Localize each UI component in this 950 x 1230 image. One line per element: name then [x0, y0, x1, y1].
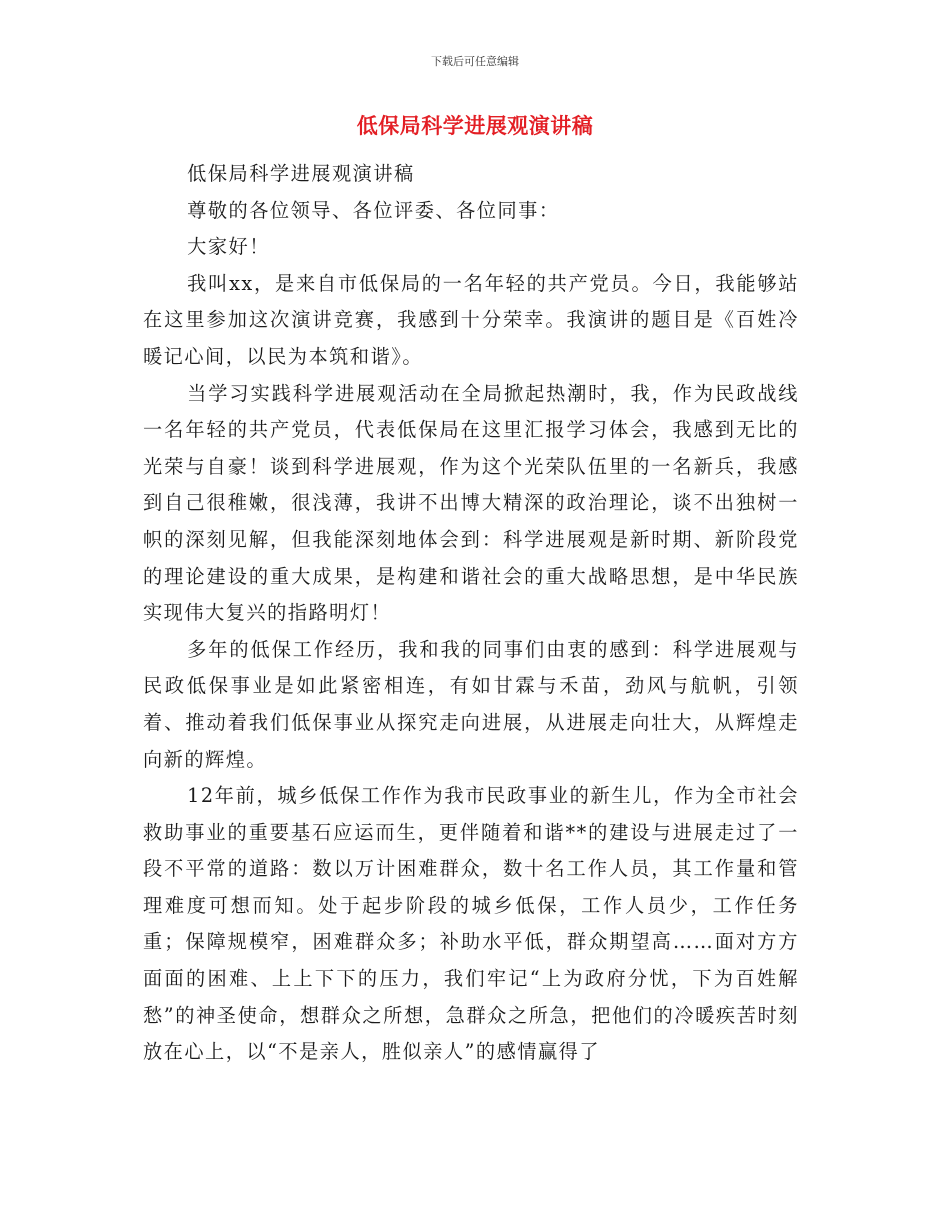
document-body — [143, 156, 799, 1071]
paragraph-salutation: 尊敬的各位领导、各位评委、各位同事： — [187, 198, 560, 222]
paragraph: 12年前，城乡低保工作作为我市民政事业的新生儿，作为全市社会救助事业的重要基石应运而生，更伴随着和谐**的建设与进展走过了一段不平常的道路：数以万计困难群众，数十名工作人员，其工作量和管理难度可想而知。处于起步阶段的城乡低保，工作人员少，工作任务重；保障规模窄，困难群众多；补助水平低，群众期望高……面对方方面面的困难、上上下下的压力，我们牢记“上为政府分忧，下为百姓解愁”的神圣使命，想群众之所想，急群众之所急，把他们的冷暖疾苦时刻放在心上，以“不是亲人，胜似亲人”的感情赢得了 — [143, 784, 799, 1064]
paragraph-subtitle: 低保局科学进展观演讲稿 — [187, 162, 415, 185]
document-title: 低保局科学进展观演讲稿 — [356, 114, 594, 138]
paragraph: 当学习实践科学进展观活动在全局掀起热潮时，我，作为民政战线一名年轻的共产党员，代表低保局在这里汇报学习体会，我感到无比的光荣与自豪！谈到科学进展观，作为这个光荣队伍里的一名新兵，我感到自己很稚嫩，很浅薄，我讲不出博大精深的政治理论，谈不出独树一帜的深刻见解，但我能深刻地体会到：科学进展观是新时期、新阶段党的理论建设的重大成果，是构建和谐社会的重大战略思想，是中华民族实现伟大复兴的指路明灯！ — [143, 381, 799, 625]
paragraph: 我叫xx，是来自市低保局的一名年轻的共产党员。今日，我能够站在这里参加这次演讲竞赛，我感到十分荣幸。我演讲的题目是《百姓冷暖记心间，以民为本筑和谐》。 — [143, 271, 799, 368]
paragraph: 多年的低保工作经历，我和我的同事们由衷的感到：科学进展观与民政低保事业是如此紧密相连，有如甘霖与禾苗，劲风与航帆，引领着、推动着我们低保事业从探究走向进展，从进展走向壮大，从辉煌走向新的辉煌。 — [143, 637, 799, 771]
header-note: 下载后可任意编辑 — [431, 55, 519, 68]
paragraph-greeting: 大家好！ — [187, 235, 270, 259]
